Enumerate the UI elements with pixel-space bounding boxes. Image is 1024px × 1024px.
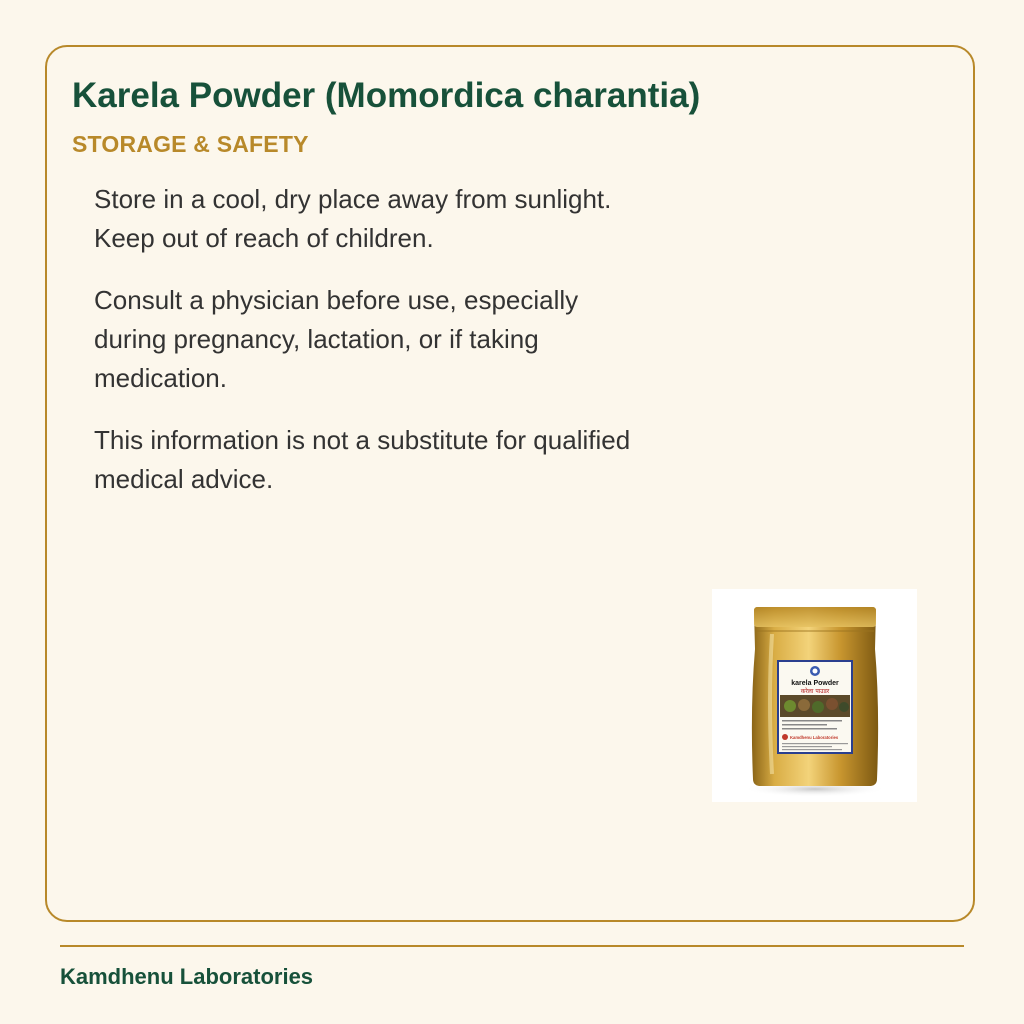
product-image — [712, 589, 917, 802]
storage-paragraph: Store in a cool, dry place away from sunlight. Keep out of reach of children. — [94, 184, 612, 253]
footer-divider — [60, 945, 964, 947]
physician-paragraph: Consult a physician before use, especially during pregnancy, lactation, or if taking medication. — [94, 285, 579, 393]
body-text — [94, 180, 654, 522]
label-maker-name: Kamdhenu Laboratories — [790, 735, 839, 740]
footer-brand: Kamdhenu Laboratories — [60, 964, 314, 989]
section-heading: STORAGE & SAFETY — [72, 131, 309, 157]
label-hindi-name: करेला पाउडर — [800, 688, 830, 695]
disclaimer-paragraph: This information is not a substitute for qualified medical advice. — [94, 425, 631, 494]
label-product-name: karela Powder — [791, 680, 839, 687]
product-pouch-illustration — [712, 589, 917, 802]
page-title: Karela Powder (Momordica charantia) — [72, 76, 701, 115]
